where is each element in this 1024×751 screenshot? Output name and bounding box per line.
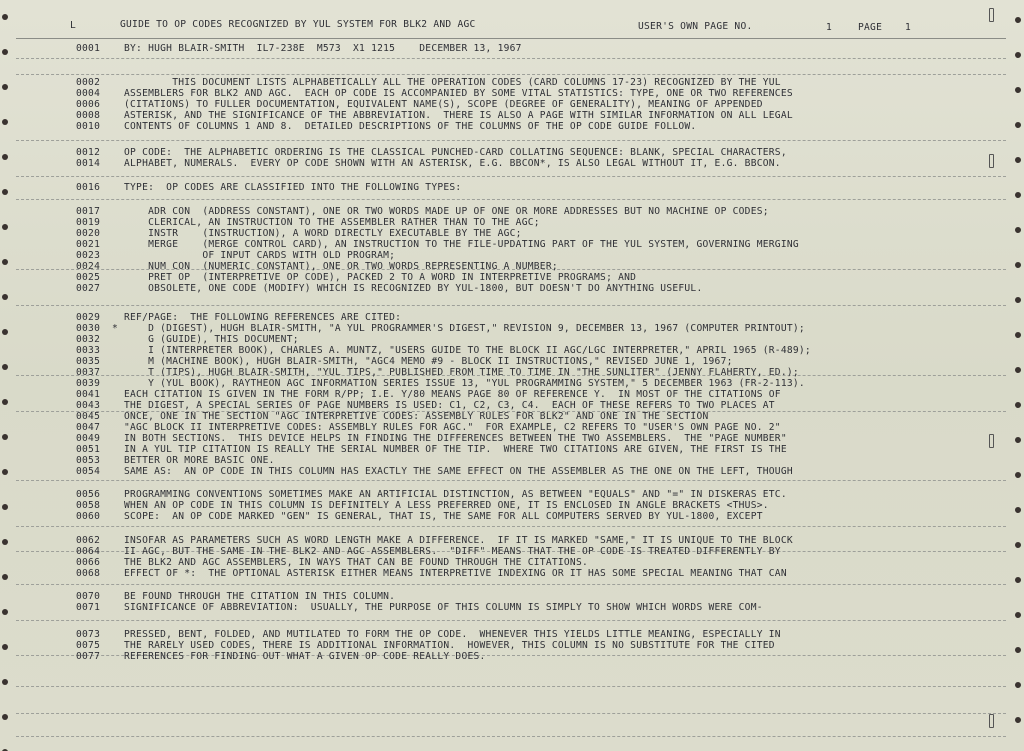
divider-rule [16, 584, 1006, 585]
margin-marker [989, 714, 994, 728]
feed-hole [1015, 542, 1021, 548]
line-number: 0029 [76, 312, 101, 323]
line-number: 0021 [76, 239, 101, 250]
line-text: EFFECT OF *: THE OPTIONAL ASTERISK EITHER MEANS INTERPRETIVE INDEXING OR IT HAS SOME SPECIAL MEANING THAT CAN [124, 568, 787, 579]
line-number: 0053 [76, 455, 101, 466]
line-text: THE RARELY USED CODES, THERE IS ADDITIONAL INFORMATION. HOWEVER, THIS COLUMN IS NO SUBSTITUTE FOR THE CITED [124, 640, 775, 651]
line-number: 0049 [76, 433, 101, 444]
line-number: 0070 [76, 591, 101, 602]
line-number: 0001 [76, 43, 101, 54]
feed-hole [1015, 157, 1021, 163]
feed-hole [2, 189, 8, 195]
line-text: Y (YUL BOOK), RAYTHEON AGC INFORMATION SERIES ISSUE 13, "YUL PROGRAMMING SYSTEM," 5 DECEMBER 1963 (FR-2-113). [124, 378, 805, 389]
feed-hole [1015, 332, 1021, 338]
margin-marker [989, 434, 994, 448]
feed-hole [1015, 17, 1021, 23]
feed-hole [2, 539, 8, 545]
right-tractor-feed-strip [1010, 0, 1024, 751]
line-text: BY: HUGH BLAIR-SMITH IL7-238E M573 X1 1215 DECEMBER 13, 1967 [124, 43, 522, 54]
feed-hole [1015, 507, 1021, 513]
line-number: 0047 [76, 422, 101, 433]
feed-hole [2, 224, 8, 230]
feed-hole [1015, 402, 1021, 408]
users-page-label: USER'S OWN PAGE NO. [638, 21, 753, 32]
users-page-number: 1 [826, 22, 833, 33]
feed-hole [2, 49, 8, 55]
margin-marker [989, 154, 994, 168]
line-number: 0004 [76, 88, 101, 99]
divider-rule [16, 736, 1006, 737]
line-text: G (GUIDE), THIS DOCUMENT; [124, 334, 299, 345]
feed-hole [2, 399, 8, 405]
divider-rule [16, 713, 1006, 714]
line-text: CLERICAL, AN INSTRUCTION TO THE ASSEMBLER RATHER THAN TO THE AGC; [124, 217, 540, 228]
line-text: THE DIGEST, A SPECIAL SERIES OF PAGE NUMBERS IS USED: C1, C2, C3, C4. EACH OF THESE REFERS TO TWO PLACES AT [124, 400, 775, 411]
line-text: I (INTERPRETER BOOK), CHARLES A. MUNTZ, "USERS GUIDE TO THE BLOCK II AGC/LGC INTERPRETER," APRIL 1965 (R-489); [124, 345, 811, 356]
divider-rule [16, 58, 1006, 59]
line-text: PRESSED, BENT, FOLDED, AND MUTILATED TO FORM THE OP CODE. WHENEVER THIS YIELDS LITTLE MEANING, ESPECIALLY IN [124, 629, 781, 640]
divider-rule [16, 199, 1006, 200]
feed-hole [2, 714, 8, 720]
corner-mark: L [70, 20, 77, 31]
line-number: 0064 [76, 546, 101, 557]
line-text: BE FOUND THROUGH THE CITATION IN THIS COLUMN. [124, 591, 396, 602]
line-number: 0077 [76, 651, 101, 662]
line-number: 0006 [76, 99, 101, 110]
line-number: 0039 [76, 378, 101, 389]
line-text: NUM CON (NUMERIC CONSTANT), ONE OR TWO WORDS REPRESENTING A NUMBER; [124, 261, 558, 272]
line-number: 0017 [76, 206, 101, 217]
line-text: WHEN AN OP CODE IN THIS COLUMN IS DEFINITELY A LESS PREFERRED ONE, IT IS ENCLOSED IN ANGLE BRACKETS <THUS>. [124, 500, 769, 511]
divider-rule [16, 480, 1006, 481]
line-number: 0024 [76, 261, 101, 272]
line-number: 0068 [76, 568, 101, 579]
line-text: OBSOLETE, ONE CODE (MODIFY) WHICH IS RECOGNIZED BY YUL-1800, BUT DOESN'T DO ANYTHING USEFUL. [124, 283, 703, 294]
line-text: ASSEMBLERS FOR BLK2 AND AGC. EACH OP CODE IS ACCOMPANIED BY SOME VITAL STATISTICS: TYPE, ONE OR TWO REFERENCES [124, 88, 793, 99]
feed-hole [2, 434, 8, 440]
line-number: 0020 [76, 228, 101, 239]
feed-hole [2, 119, 8, 125]
line-number: 0043 [76, 400, 101, 411]
line-text: INSTR (INSTRUCTION), A WORD DIRECTLY EXECUTABLE BY THE AGC; [124, 228, 522, 239]
page-label: PAGE [858, 22, 883, 33]
line-text: ASTERISK, AND THE SIGNIFICANCE OF THE ABBREVIATION. THERE IS ALSO A PAGE WITH SIMILAR INFORMATION ON ALL LEGAL [124, 110, 793, 121]
line-number: 0075 [76, 640, 101, 651]
document-title: GUIDE TO OP CODES RECOGNIZED BY YUL SYSTEM FOR BLK2 AND AGC [120, 19, 476, 30]
line-number: 0066 [76, 557, 101, 568]
line-number: 0041 [76, 389, 101, 400]
line-text: ADR CON (ADDRESS CONSTANT), ONE OR TWO WORDS MADE UP OF ONE OR MORE ADDRESSES BUT NO MACHINE OP CODES; [124, 206, 769, 217]
line-text: IN A YUL TIP CITATION IS REALLY THE SERIAL NUMBER OF THE TIP. WHERE TWO CITATIONS ARE GIVEN, THE FIRST IS THE [124, 444, 787, 455]
divider-rule [16, 620, 1006, 621]
line-text: SIGNIFICANCE OF ABBREVIATION: USUALLY, THE PURPOSE OF THIS COLUMN IS SIMPLY TO SHOW WHICH WORDS WERE COM- [124, 602, 763, 613]
line-text: OP CODE: THE ALPHABETIC ORDERING IS THE CLASSICAL PUNCHED-CARD COLLATING SEQUENCE: BLANK, SPECIAL CHARACTERS, [124, 147, 787, 158]
line-number: 0023 [76, 250, 101, 261]
line-number: 0054 [76, 466, 101, 477]
line-text: T (TIPS), HUGH BLAIR-SMITH, "YUL TIPS," PUBLISHED FROM TIME TO TIME IN "THE SUNLITER" (JENNY FLAHERTY, ED.); [124, 367, 799, 378]
divider-rule [16, 526, 1006, 527]
line-number: 0010 [76, 121, 101, 132]
line-number: 0030 [76, 323, 101, 334]
feed-hole [2, 469, 8, 475]
line-text: EACH CITATION IS GIVEN IN THE FORM R/PP; I.E. Y/80 MEANS PAGE 80 OF REFERENCE Y. IN MOST OF THE CITATIONS OF [124, 389, 781, 400]
line-number: 0037 [76, 367, 101, 378]
line-text: "AGC BLOCK II INTERPRETIVE CODES: ASSEMBLY RULES FOR AGC." FOR EXAMPLE, C2 REFERS TO "USER'S OWN PAGE NO. 2" [124, 422, 781, 433]
feed-hole [1015, 367, 1021, 373]
line-number: 0058 [76, 500, 101, 511]
line-text: BETTER OR MORE BASIC ONE. [124, 455, 275, 466]
divider-rule [16, 686, 1006, 687]
feed-hole [1015, 647, 1021, 653]
line-number: 0033 [76, 345, 101, 356]
feed-hole [1015, 297, 1021, 303]
line-number: 0056 [76, 489, 101, 500]
line-text: REF/PAGE: THE FOLLOWING REFERENCES ARE CITED: [124, 312, 402, 323]
line-number: 0002 [76, 77, 101, 88]
feed-hole [2, 154, 8, 160]
feed-hole [2, 609, 8, 615]
line-text: PRET OP (INTERPRETIVE OP CODE), PACKED 2 TO A WORD IN INTERPRETIVE PROGRAMS; AND [124, 272, 637, 283]
line-text: ONCE, ONE IN THE SECTION "AGC INTERPRETIVE CODES: ASSEMBLY RULES FOR BLK2" AND ONE IN THE SECTION [124, 411, 709, 422]
line-text: SCOPE: AN OP CODE MARKED "GEN" IS GENERAL, THAT IS, THE SAME FOR ALL COMPUTERS SERVED BY YUL-1800, EXCEPT [124, 511, 763, 522]
line-number: 0032 [76, 334, 101, 345]
line-number: 0062 [76, 535, 101, 546]
line-text: PROGRAMMING CONVENTIONS SOMETIMES MAKE AN ARTIFICIAL DISTINCTION, AS BETWEEN "EQUALS" AND "=" IN DISKERAS ETC. [124, 489, 787, 500]
line-text: CONTENTS OF COLUMNS 1 AND 8. DETAILED DESCRIPTIONS OF THE COLUMNS OF THE OP CODE GUIDE FOLLOW. [124, 121, 697, 132]
divider-rule [16, 74, 1006, 75]
feed-hole [1015, 437, 1021, 443]
feed-hole [1015, 87, 1021, 93]
feed-hole [2, 14, 8, 20]
feed-hole [2, 329, 8, 335]
feed-hole [2, 259, 8, 265]
line-number: 0073 [76, 629, 101, 640]
line-text: M (MACHINE BOOK), HUGH BLAIR-SMITH, "AGC4 MEMO #9 - BLOCK II INSTRUCTIONS," REVISED JUNE 1, 1967; [124, 356, 733, 367]
asterisk-flag: * [112, 323, 119, 334]
feed-hole [2, 364, 8, 370]
divider-rule [16, 305, 1006, 306]
margin-marker [989, 8, 994, 22]
line-number: 0051 [76, 444, 101, 455]
line-text: MERGE (MERGE CONTROL CARD), AN INSTRUCTION TO THE FILE-UPDATING PART OF THE YUL SYSTEM, GOVERNING MERGING [124, 239, 799, 250]
feed-hole [1015, 472, 1021, 478]
feed-hole [2, 574, 8, 580]
line-number: 0014 [76, 158, 101, 169]
line-number: 0016 [76, 182, 101, 193]
feed-hole [1015, 717, 1021, 723]
feed-hole [2, 504, 8, 510]
line-text: TYPE: OP CODES ARE CLASSIFIED INTO THE FOLLOWING TYPES: [124, 182, 462, 193]
divider-rule [16, 176, 1006, 177]
line-number: 0008 [76, 110, 101, 121]
line-number: 0012 [76, 147, 101, 158]
left-tractor-feed-strip [0, 0, 14, 751]
page-number: 1 [905, 22, 912, 33]
line-text: REFERENCES FOR FINDING OUT WHAT A GIVEN OP CODE REALLY DOES. [124, 651, 486, 662]
line-text: D (DIGEST), HUGH BLAIR-SMITH, "A YUL PROGRAMMER'S DIGEST," REVISION 9, DECEMBER 13, 1967 (COMPUTER PRINTOUT); [124, 323, 805, 334]
line-number: 0025 [76, 272, 101, 283]
feed-hole [1015, 577, 1021, 583]
line-number: 0027 [76, 283, 101, 294]
line-number: 0019 [76, 217, 101, 228]
line-number: 0045 [76, 411, 101, 422]
feed-hole [1015, 52, 1021, 58]
line-text: OF INPUT CARDS WITH OLD PROGRAM; [124, 250, 396, 261]
line-text: II AGC, BUT THE SAME IN THE BLK2 AND AGC ASSEMBLERS. "DIFF" MEANS THAT THE OP CODE IS TREATED DIFFERENTLY BY [124, 546, 781, 557]
divider-rule [16, 140, 1006, 141]
line-text: THE BLK2 AND AGC ASSEMBLERS, IN WAYS THAT CAN BE FOUND THROUGH THE CITATIONS. [124, 557, 588, 568]
line-text: SAME AS: AN OP CODE IN THIS COLUMN HAS EXACTLY THE SAME EFFECT ON THE ASSEMBLER AS THE ONE ON THE LEFT, THOUGH [124, 466, 793, 477]
feed-hole [2, 679, 8, 685]
line-text: (CITATIONS) TO FULLER DOCUMENTATION, EQUIVALENT NAME(S), SCOPE (DEGREE OF GENERALITY), MEANING OF APPENDED [124, 99, 763, 110]
feed-hole [2, 84, 8, 90]
feed-hole [1015, 682, 1021, 688]
line-number: 0035 [76, 356, 101, 367]
feed-hole [1015, 227, 1021, 233]
header-rule [16, 38, 1006, 39]
feed-hole [1015, 262, 1021, 268]
line-number: 0071 [76, 602, 101, 613]
feed-hole [2, 294, 8, 300]
line-number: 0060 [76, 511, 101, 522]
line-text: THIS DOCUMENT LISTS ALPHABETICALLY ALL THE OPERATION CODES (CARD COLUMNS 17-23) RECOGNIZED BY THE YUL [124, 77, 781, 88]
line-text: INSOFAR AS PARAMETERS SUCH AS WORD LENGTH MAKE A DIFFERENCE. IF IT IS MARKED "SAME," IT IS UNIQUE TO THE BLOCK [124, 535, 793, 546]
feed-hole [2, 644, 8, 650]
line-text: ALPHABET, NUMERALS. EVERY OP CODE SHOWN WITH AN ASTERISK, E.G. BBCON*, IS ALSO LEGAL WITHOUT IT, E.G. BBCON. [124, 158, 781, 169]
feed-hole [1015, 612, 1021, 618]
line-text: IN BOTH SECTIONS. THIS DEVICE HELPS IN FINDING THE DIFFERENCES BETWEEN THE TWO ASSEMBLERS. THE "PAGE NUMBER" [124, 433, 787, 444]
feed-hole [1015, 122, 1021, 128]
feed-hole [1015, 192, 1021, 198]
